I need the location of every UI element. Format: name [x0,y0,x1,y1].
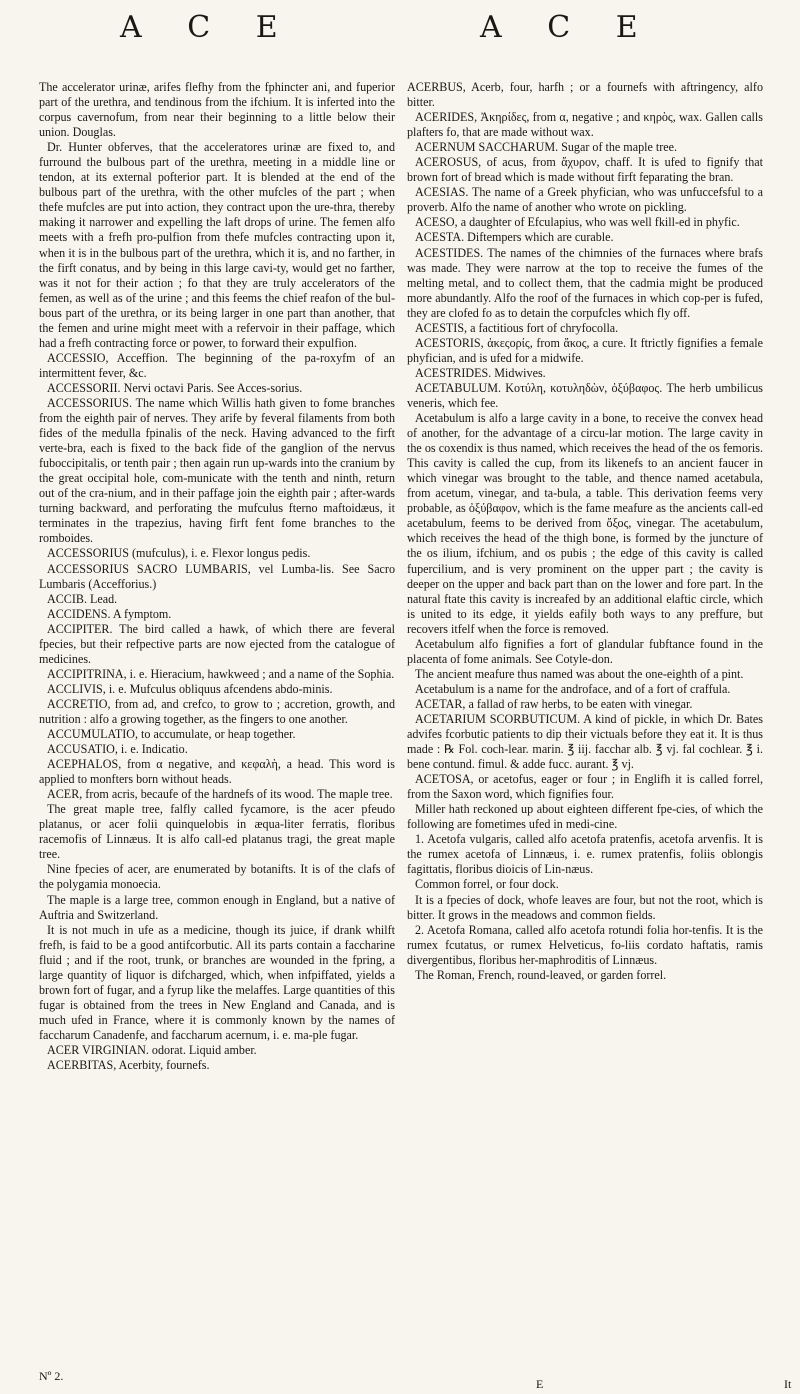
entry-paragraph: ACERNUM SACCHARUM. Sugar of the maple tree. [415,140,678,155]
signature-mark: E [536,1377,544,1391]
entry-paragraph: The accelerator urinæ, arifes flefhy from the fphincter ani, and fuperior part of the urethra, and tendinous from the ifchium. It is inferted into the corpus cavernofum, from near their beginning to a little below their union. Douglas. [39,80,395,140]
entry-paragraph: ACERBUS, Acerb, four, harfh ; or a fournefs with aftringency, alfo bitter. [407,80,763,110]
entry-paragraph: ACER, from acris, becaufe of the hardnefs of its wood. The maple tree. [47,787,393,802]
right-column [407,80,763,983]
entry-paragraph: ACETARIUM SCORBUTICUM. A kind of pickle, in which Dr. Bates advifes fcorbutic patients to dip their victuals before they eat it. It is thus made : ℞ Fol. coch-lear. marin. ℥ iij. facchar alb. ℥ vj. fal cochlear. ℥ i. bene contund. fimul. & adde fucc. aurant. ℥ vj. [407,711,763,772]
entry-paragraph: The maple is a large tree, common enough in England, but a native of Auftria and Switzerland. [39,892,395,922]
entry-paragraph: ACCUSATIO, i. e. Indicatio. [47,742,188,757]
entry-paragraph: ACERIDES, Ἀκηρίδες, from α, negative ; and κηρὸς, wax. Gallen calls plafters fo, that are made without wax. [407,110,763,140]
entry-paragraph: Dr. Hunter obferves, that the acceleratores urinæ are fixed to, and furround the bulbous part of the urethra, meeting in a middle line or tendon, at its external pofterior part. It is blended at the end of the bulbous part of the urethra, with the other mufcles of the part ; when thefe mufcles are put into action, they contract upon the ure-thra, thereby making it narrower and expelling the laft drops of urine. The femen alfo meets with a frefh pro-pulfion from thefe mufcles contracting upon it, when it is in the bulbous part of the urethra, which it is, and no farther, in the firft conatus, and by being in this large cavi-ty, would get no farther, was it not for their action ; fo that they are truly accelerators of the femen, as well as of the urine ; and this feems the chief reafon of the bul-bous part of the urethra, or its being larger in one part than another, that the femen and urine might meet with a refervoir in their paffage, which had a frefh contracting force or power, to forward their expulfion. [39,140,395,350]
catchword: It [784,1377,792,1391]
entry-paragraph: It is not much in ufe as a medicine, though its juice, if drank whilft frefh, is faid to be a good antifcorbutic. All its parts contain a faccharine fluid ; and if the root, trunk, or branches are wounded in the fpring, a large quantity of liquor is difcharged, which, when infpiffated, yields a brown fort of fugar, and a fyrup like the melaffes. Large quantities of this fugar is obtained from the trees in New England and Canada, and is much ufed in France, where it is commonly known by the names of faccharum Canadenfe, and faccharum acernum, i. e. ma-ple fugar. [39,922,395,1042]
entry-paragraph: 1. Acetofa vulgaris, called alfo acetofa pratenfis, acetofa arvenfis. It is the rumex acetofa of Linnæus, i. e. rumex pratenfis, foliis oblongis fagittatis, floribus dioicis of Lin-næus. [407,832,763,877]
entry-paragraph: ACESO, a daughter of Efculapius, who was well fkill-ed in phyfic. [415,215,740,230]
entry-paragraph: ACEROSUS, of acus, from ἄχυρον, chaff. It is ufed to fignify that brown fort of bread which is made without firft feparating the bran. [407,155,763,185]
left-column [39,80,395,1073]
entry-paragraph: ACEPHALOS, from α negative, and κεφαλὴ, a head. This word is applied to monfters born without heads. [39,757,395,787]
entry-paragraph: The Roman, French, round-leaved, or garden forrel. [415,967,667,982]
entry-paragraph: ACCESSORIUS SACRO LUMBARIS, vel Lumba-lis. See Sacro Lumbaris (Accefforius.) [39,561,395,591]
entry-paragraph: ACCRETIO, from ad, and crefco, to grow to ; accretion, growth, and nutrition : alfo a growing together, as the fingers to one another. [39,696,395,726]
entry-paragraph: ACESTORIS, ἀκεςορίς, from ἄκος, a cure. It ftrictly fignifies a female phyfician, and is ufed for a midwife. [407,335,763,365]
entry-paragraph: ACCESSORII. Nervi octavi Paris. See Acces-sorius. [47,380,303,395]
entry-paragraph: Common forrel, or four dock. [415,877,559,892]
entry-paragraph: ACETOSA, or acetofus, eager or four ; in Englifh it is called forrel, from the Saxon word, which fignifies four. [407,772,763,802]
entry-paragraph: ACCESSIO, Acceffion. The beginning of the pa-roxyfm of an intermittent fever, &c. [39,350,395,380]
entry-paragraph: The great maple tree, falfly called fycamore, is the acer pfeudo platanus, or acer folii quinquelobis in æqua-liter ferratis, floribus racemofis of Linnæus. It is alfo call-ed platanus tragi, the great maple tree. [39,802,395,862]
entry-paragraph: ACCUMULATIO, to accumulate, or heap together. [47,727,296,742]
entry-paragraph: ACCESSORIUS (mufculus), i. e. Flexor longus pedis. [47,546,311,561]
running-head-left: A C E [120,10,296,45]
entry-paragraph: ACCIPITRINA, i. e. Hieracium, hawkweed ; and a name of the Sophia. [47,666,395,681]
entry-paragraph: ACCIB. Lead. [47,591,118,606]
entry-paragraph: ACCIDENS. A fymptom. [47,606,172,621]
entry-paragraph: It is a fpecies of dock, whofe leaves are four, but not the root, which is bitter. It grows in the meadows and common fields. [407,892,763,922]
entry-paragraph: ACESTIS, a factitious fort of chryfocolla. [415,320,619,335]
entry-paragraph: ACETAR, a fallad of raw herbs, to be eaten with vinegar. [415,696,693,711]
entry-paragraph: ACERBITAS, Acerbity, fournefs. [47,1058,210,1073]
entry-paragraph: Nine fpecies of acer, are enumerated by botanifts. It is of the clafs of the polygamia monoecia. [39,862,395,892]
entry-paragraph: ACESTIDES. The names of the chimnies of the furnaces where brafs was made. They were narrow at the top to receive the fumes of the melting metal, and to collect them, that the cadmia might be produced more abundantly. Alfo the roof of the furnaces in which cop-per is fufed, they are clofed fo as to detain the corpufcles which fly off. [407,245,763,320]
entry-paragraph: ACESIAS. The name of a Greek phyfician, who was unfuccefsful to a proverb. Alfo the name of another who wrote on pickling. [407,185,763,215]
entry-paragraph: ACCIPITER. The bird called a hawk, of which there are feveral fpecies, but their refpective parts are now ejected from the catalogue of medicines. [39,621,395,666]
entry-paragraph: 2. Acetofa Romana, called alfo acetofa rotundi folia hor-tenfis. It is the rumex fcutatus, or rumex Helveticus, fo-liis cordato haftatis, ramis divergentibus, floribus her-maphroditis of Linnæus. [407,922,763,967]
entry-paragraph: Acetabulum is alfo a large cavity in a bone, to receive the convex head of another, for the advantage of a circu-lar motion. The large cavity in the os coxendix is thus named, which receives the head of the os femoris. This cavity is called the cup, from its likenefs to an ancient faucer in which vinegar was brought to the table, and thence named acetabula, from acetum, vinegar, and ta-bula, a table. This derivation feems very probable, as ὀξύβαφον, which is the fame meafure as the ancients call-ed acetabulum, feems to be derived from ὄξος, vinegar. The acetabulum, which receives the head of the thigh bone, is formed by the juncture of the os ilium, ifchium, and os pubis ; the edge of this cavity is called fupercilium, and is very prominent on the upper part ; the cavity is deeper on the upper and back part than on the lower and fore part. In the natural ftate this cavity is increafed by an additional elaftic circle, which is united to its edge, it yields eafily both ways to any preffure, but recovers itfelf when the force is removed. [407,411,763,636]
entry-paragraph: ACER VIRGINIAN. odorat. Liquid amber. [47,1043,257,1057]
entry-paragraph: Miller hath reckoned up about eighteen different fpe-cies, of which the following are fometimes ufed in medi-cine. [407,802,763,832]
entry-paragraph: Acetabulum is a name for the androface, and of a fort of craffula. [415,681,731,696]
entry-paragraph: ACCLIVIS, i. e. Mufculus obliquus afcendens abdo-minis. [47,681,333,696]
entry-paragraph: ACESTRIDES. Midwives. [415,365,546,380]
entry-paragraph: ACCESSORIUS. The name which Willis hath given to fome branches from the eighth pair of nerves. They arife by feveral filaments from both fides of the medulla fpinalis of the neck. Having advanced to the firft verte-bra, each is fixed to the back fide of the ganglion of the nervus fuboccipitalis, or tenth pair ; then again run up-wards into the cranium by the great occipital hole, com-municate with the tenth and ninth, return out of the cra-nium, and in their paffage join the eighth pair ; after-wards turning backward, and perforating the mufculus fterno maftoidæus, it terminates in the trapezius, having firft fent fome branches to the romboides. [39,395,395,546]
entry-paragraph: Acetabulum alfo fignifies a fort of glandular fubftance found in the placenta of fome animals. See Cotyle-don. [407,636,763,666]
entry-paragraph: ACETABULUM. Κοτύλη, κοτυληδὼν, ὀξύβαφος. The herb umbilicus veneris, which fee. [407,380,763,410]
signature-number: Nº 2. [39,1369,64,1383]
entry-paragraph: ACESTA. Diftempers which are curable. [415,230,614,245]
running-head-right: A C E [480,10,656,45]
entry-paragraph: The ancient meafure thus named was about the one-eighth of a pint. [415,666,744,681]
